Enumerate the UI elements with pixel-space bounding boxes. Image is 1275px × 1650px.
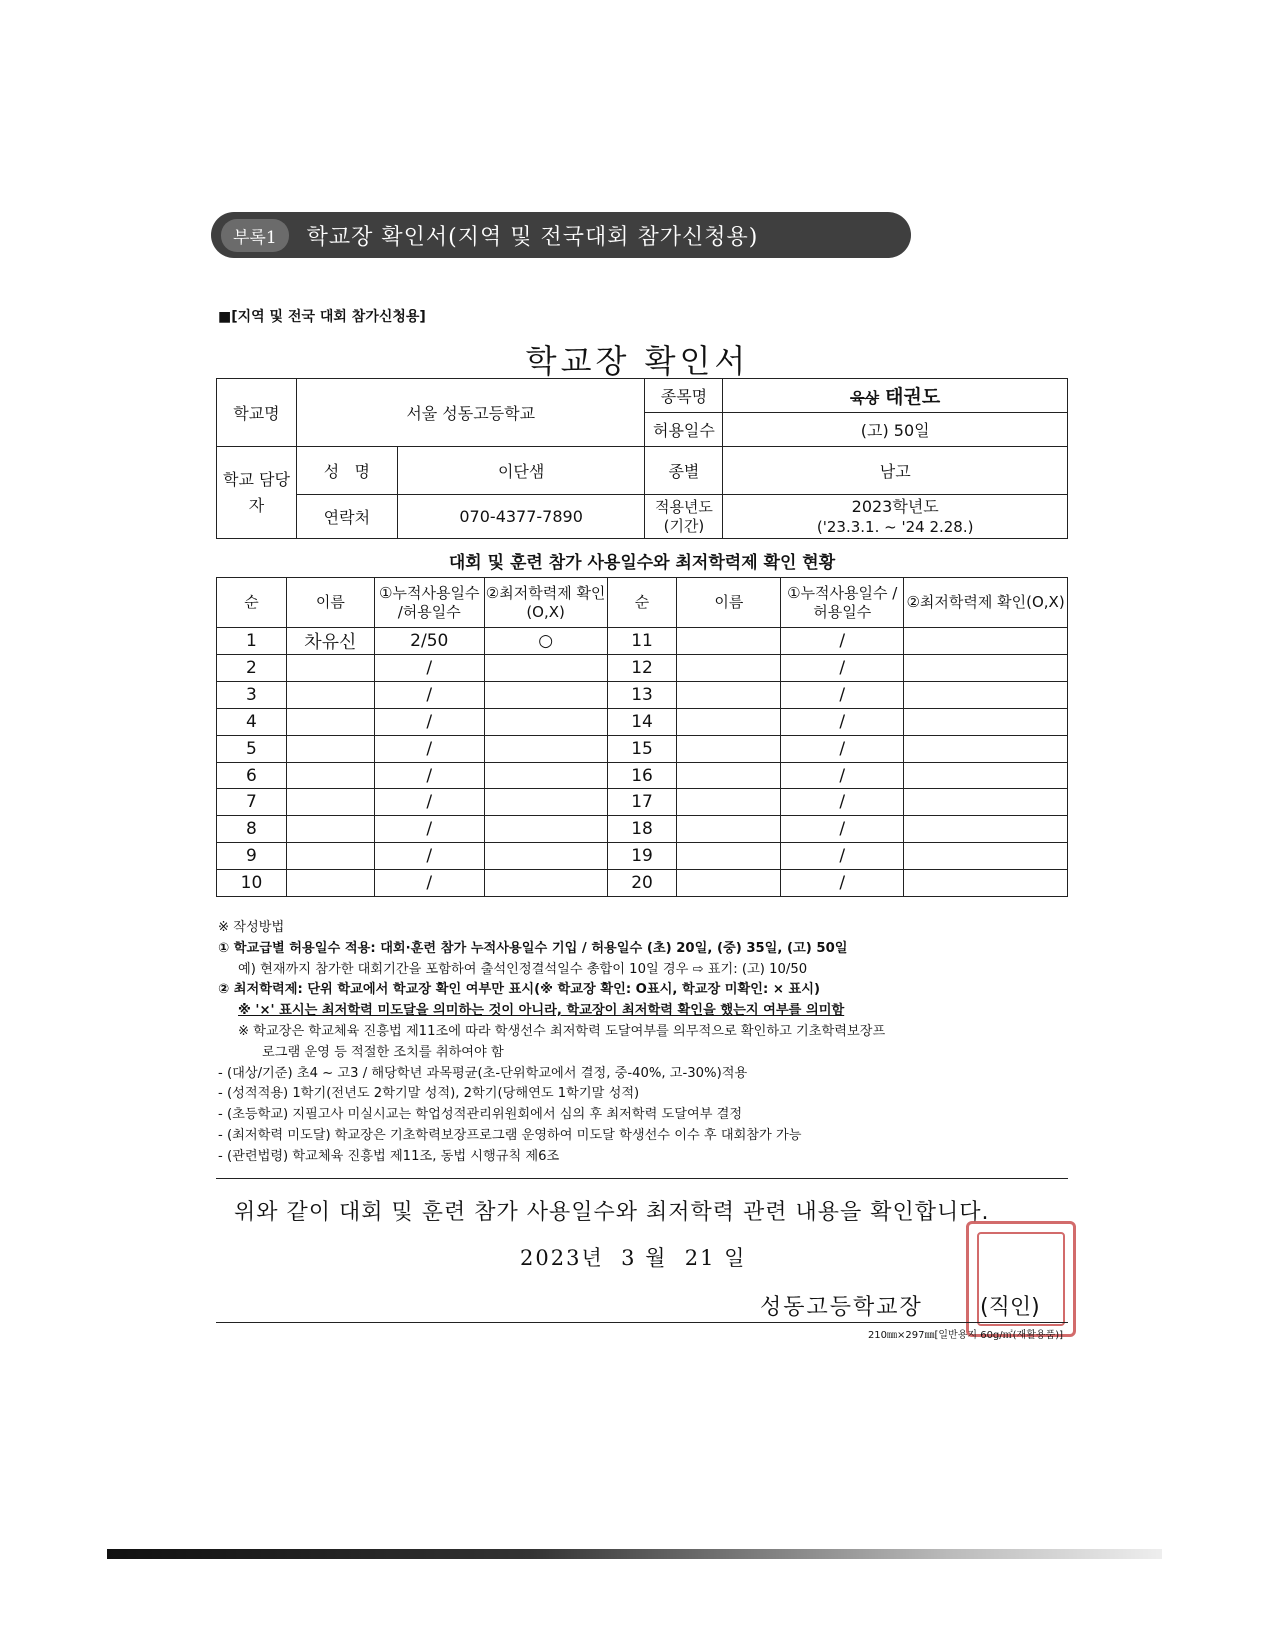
- header-academic: ②최저학력제 확인(O,X): [484, 578, 607, 628]
- note-detail-target: - (대상/기준) 초4 ~ 고3 / 해당학년 과목평균(초-단위학교에서 결정, 중-40%, 고-30%)적용: [218, 1065, 748, 1081]
- table-row: [217, 655, 1068, 682]
- table-row: [217, 628, 1068, 655]
- note-detail-elementary: - (초등학교) 지필고사 미실시교는 학업성적관리위원회에서 심의 후 최저학력 도달여부 결정: [218, 1107, 743, 1123]
- row-no: 2: [217, 655, 287, 682]
- row-no: 3: [217, 681, 287, 708]
- row-days: /: [374, 708, 484, 735]
- row-name: [286, 681, 374, 708]
- row-academic: [904, 843, 1068, 870]
- row-name: [677, 681, 781, 708]
- contact-label: 연락처: [296, 495, 397, 539]
- document-title: 학교장 확인서: [525, 342, 750, 380]
- sport-label: 종목명: [645, 379, 723, 413]
- row-no: 14: [607, 708, 677, 735]
- row-academic: [904, 789, 1068, 816]
- school-label: 학교명: [217, 379, 297, 447]
- header-name: 이름: [677, 578, 781, 628]
- row-academic: [484, 735, 607, 762]
- row-no: 20: [607, 870, 677, 897]
- row-no: 7: [217, 789, 287, 816]
- scan-edge: [107, 1549, 1162, 1559]
- banner-title: 학교장 확인서(지역 및 전국대회 참가신청용): [306, 224, 759, 250]
- row-no: 15: [607, 735, 677, 762]
- row-days: /: [374, 655, 484, 682]
- row-name: [677, 789, 781, 816]
- header-name: 이름: [286, 578, 374, 628]
- row-days: /: [781, 762, 904, 789]
- row-name: [677, 843, 781, 870]
- row-no: 16: [607, 762, 677, 789]
- note-principal-duty: ※ 학교장은 학교체육 진흥법 제11조에 따라 학생선수 최저학력 도달여부를 의무적으로 확인하고 기초학력보장프: [238, 1023, 886, 1039]
- note-allowed-days-example: 예) 현재까지 참가한 대회기간을 포함하여 출석인정결석일수 총합이 10일 경우 ⇨ 표기: (고) 10/50: [238, 961, 808, 977]
- appendix-banner: [211, 212, 911, 258]
- name-value: 이단샘: [397, 447, 645, 495]
- row-name: [286, 789, 374, 816]
- row-academic: [484, 789, 607, 816]
- row-name: [677, 655, 781, 682]
- form-subheading: ■[지역 및 전국 대회 참가신청용]: [218, 309, 426, 325]
- row-days: /: [374, 762, 484, 789]
- row-days: 2/50: [374, 628, 484, 655]
- row-days: /: [781, 789, 904, 816]
- confirmation-statement: 위와 같이 대회 및 훈련 참가 사용일수와 최저학력 관련 내용을 확인합니다.: [234, 1200, 990, 1225]
- row-name: [286, 655, 374, 682]
- seal-label: (직인): [980, 1295, 1040, 1320]
- row-no: 1: [217, 628, 287, 655]
- name-label: 성 명: [296, 447, 397, 495]
- contact-value: 070-4377-7890: [397, 495, 645, 539]
- row-academic: [904, 655, 1068, 682]
- row-name: [677, 735, 781, 762]
- row-name: [286, 816, 374, 843]
- row-academic: [484, 816, 607, 843]
- row-days: /: [781, 735, 904, 762]
- row-academic: [484, 762, 607, 789]
- row-no: 11: [607, 628, 677, 655]
- row-days: /: [374, 681, 484, 708]
- sport-value: 태권도: [885, 386, 941, 408]
- year-cell: [723, 495, 1068, 539]
- row-no: 10: [217, 870, 287, 897]
- notes-heading: ※ 작성방법: [218, 920, 285, 935]
- table-row: [217, 870, 1068, 897]
- note-detail-law: - (관련법령) 학교체육 진흥법 제11조, 동법 시행규칙 제6조: [218, 1148, 560, 1164]
- row-days: /: [781, 708, 904, 735]
- note-allowed-days: ① 학교급별 허용일수 적용: 대회·훈련 참가 누적사용일수 기입 / 허용일수 (초) 20일, (중) 35일, (고) 50일: [218, 940, 848, 956]
- row-no: 6: [217, 762, 287, 789]
- row-academic: [904, 708, 1068, 735]
- note-detail-unmet: - (최저학력 미도달) 학교장은 기초학력보장프로그램 운영하여 미도달 학생선수 이수 후 대회참가 가능: [218, 1127, 802, 1143]
- table-row: [217, 843, 1068, 870]
- row-name: [286, 708, 374, 735]
- row-academic: [904, 762, 1068, 789]
- row-name: [286, 843, 374, 870]
- note-academic: ② 최저학력제: 단위 학교에서 학교장 확인 여부만 표시(※ 학교장 확인: O표시, 학교장 미확인: × 표시): [218, 982, 821, 998]
- allowed-days-value: (고) 50일: [723, 413, 1068, 447]
- divider-bottom: [216, 1322, 1068, 1323]
- principal-title: 성동고등학교장: [760, 1295, 923, 1320]
- paper-spec: 210㎜×297㎜[일반용지 60g/㎡(재활용품)]: [867, 1330, 1063, 1341]
- row-days: /: [374, 789, 484, 816]
- table-row: [217, 681, 1068, 708]
- row-no: 4: [217, 708, 287, 735]
- note-principal-duty-cont: 로그램 운영 등 적절한 조치를 취하여야 함: [262, 1044, 504, 1060]
- row-academic: [484, 870, 607, 897]
- row-days: /: [781, 816, 904, 843]
- row-name: 차유신: [286, 628, 374, 655]
- year-value: 2023학년도: [851, 496, 939, 516]
- row-days: /: [781, 681, 904, 708]
- row-academic: [904, 681, 1068, 708]
- row-days: /: [374, 735, 484, 762]
- row-name: [677, 708, 781, 735]
- row-name: [677, 762, 781, 789]
- note-detail-grades: - (성적적용) 1학기(전년도 2학기말 성적), 2학기(당해연도 1학기말 성적): [218, 1086, 640, 1102]
- row-name: [286, 870, 374, 897]
- participation-table: [216, 577, 1068, 897]
- row-no: 12: [607, 655, 677, 682]
- instructions: [218, 918, 1078, 1168]
- row-academic: [904, 735, 1068, 762]
- row-academic: ○: [484, 628, 607, 655]
- sport-value-cell: [723, 379, 1068, 413]
- row-days: /: [374, 816, 484, 843]
- row-days: /: [781, 843, 904, 870]
- header-no: 순: [607, 578, 677, 628]
- row-no: 19: [607, 843, 677, 870]
- row-no: 5: [217, 735, 287, 762]
- row-name: [286, 735, 374, 762]
- table-header-row: [217, 578, 1068, 628]
- row-academic: [904, 870, 1068, 897]
- type-label: 종별: [645, 447, 723, 495]
- row-academic: [484, 681, 607, 708]
- header-days: ①누적사용일수 /허용일수: [781, 578, 904, 628]
- row-no: 17: [607, 789, 677, 816]
- row-days: /: [781, 655, 904, 682]
- row-academic: [904, 628, 1068, 655]
- type-value: 남고: [723, 447, 1068, 495]
- row-no: 9: [217, 843, 287, 870]
- school-value: 서울 성동고등학교: [296, 379, 645, 447]
- info-table: [216, 378, 1068, 539]
- allowed-days-label: 허용일수: [645, 413, 723, 447]
- table-row: [217, 735, 1068, 762]
- note-academic-meaning: ※ '×' 표시는 최저학력 미도달을 의미하는 것이 아니라, 학교장이 최저학력 확인을 했는지 여부를 의미함: [238, 1003, 845, 1019]
- row-days: /: [374, 843, 484, 870]
- row-academic: [904, 816, 1068, 843]
- header-academic: ②최저학력제 확인(O,X): [904, 578, 1068, 628]
- row-days: /: [781, 628, 904, 655]
- row-days: /: [781, 870, 904, 897]
- table-row: [217, 789, 1068, 816]
- staff-label: 학교 담당자: [217, 447, 297, 539]
- row-no: 13: [607, 681, 677, 708]
- signing-date: 2023년 3 월 21 일: [520, 1246, 747, 1270]
- row-no: 8: [217, 816, 287, 843]
- table-row: [217, 708, 1068, 735]
- row-name: [677, 870, 781, 897]
- row-name: [286, 762, 374, 789]
- year-label: 적용년도 (기간): [645, 495, 723, 539]
- row-academic: [484, 655, 607, 682]
- header-days: ①누적사용일수 /허용일수: [374, 578, 484, 628]
- row-no: 18: [607, 816, 677, 843]
- period-value: ('23.3.1. ~ '24 2.28.): [816, 517, 974, 536]
- section-title: 대회 및 훈련 참가 사용일수와 최저학력제 확인 현황: [448, 553, 836, 573]
- row-name: [677, 816, 781, 843]
- row-academic: [484, 843, 607, 870]
- appendix-tag: 부록1: [221, 219, 289, 252]
- row-academic: [484, 708, 607, 735]
- header-no: 순: [217, 578, 287, 628]
- row-name: [677, 628, 781, 655]
- divider-top: [216, 1178, 1068, 1179]
- table-row: [217, 762, 1068, 789]
- row-days: /: [374, 870, 484, 897]
- table-row: [217, 816, 1068, 843]
- sport-value-struck: 육상: [850, 389, 880, 407]
